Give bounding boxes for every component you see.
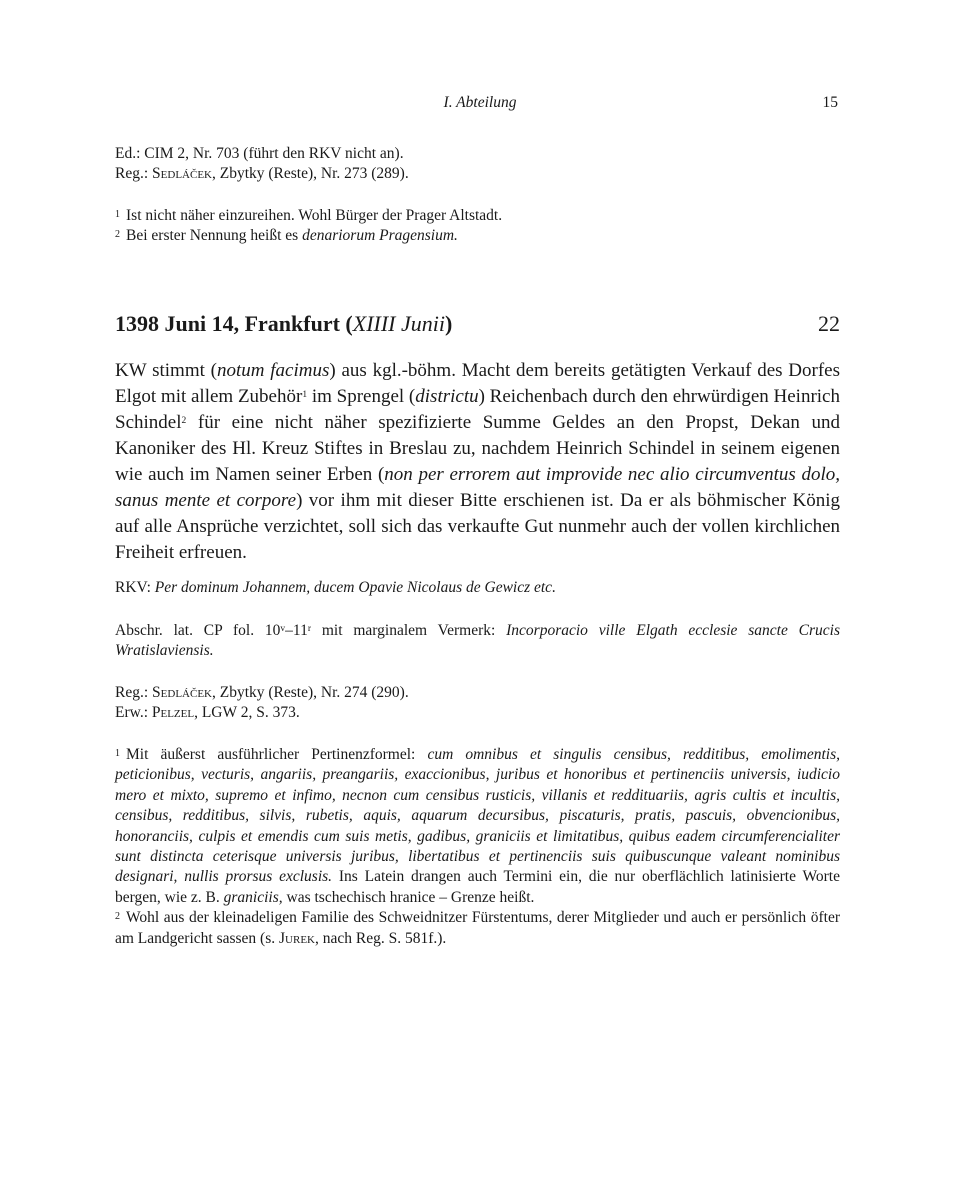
rkv-text: Per dominum Johannem, ducem Opavie Nicolaus de Gewicz etc. bbox=[154, 579, 556, 596]
regest-part: ) vor ihm mit dieser Bitte erschienen ist. Da er als böhmischer König auf alle Ansprüche verzichtet, soll sich das verkaufte Gut nunmehr auch der vollen kirchlichen Freiheit erfreuen. bbox=[115, 490, 840, 563]
erw-line bbox=[115, 703, 840, 723]
footnote-number: 2 bbox=[115, 911, 120, 923]
footnote-latin: cum omnibus et singulis censibus, redditibus, emolimentis, peticionibus, vecturis, angariis, preangariis, exaccionibus, juribus et honoribus et pertinenciis universis, iudicio mero et mixto, supremo et infimo, necnon cum censibus rusticis, villanis et reddituariis, agris cultis et incultis, censibus, redditibus, silvis, rubetis, aquis, aquarum decursibus, piscaturis, pratis, pascuis, obvencionibus, honoranciis, culpis et emendis cum suis metis, gadibus, graniciis et limitatibus, quibus eadem circumferencialiter sunt distincta ceterisque universis juribus, libertatibus et pertinenciis suis quibuscunque valeant nominibus designari, nullis prorsus exclusis. bbox=[115, 746, 840, 886]
erw-prefix: Erw.: bbox=[115, 704, 152, 721]
regest-latin: notum facimus bbox=[216, 360, 330, 381]
footnote-author: Jurek bbox=[279, 929, 315, 947]
regest-latin: non per errorem aut improvide nec alio circumventus dolo, sanus mente et corpore bbox=[115, 464, 840, 511]
running-head: I. Abteilung bbox=[443, 94, 517, 111]
footnote-italic-text: denariorum Pragensium. bbox=[302, 227, 458, 244]
abschrift-text: –11 bbox=[285, 622, 308, 639]
erw-author: Pelzel bbox=[151, 704, 195, 721]
abschrift-note: Incorporacio ville Elgath ecclesie sancte Crucis Wratislaviensis. bbox=[115, 622, 841, 659]
footnote-2 bbox=[115, 908, 840, 949]
regest-latin: districtu bbox=[415, 386, 479, 407]
page-number: 15 bbox=[822, 94, 838, 111]
regest-part: für eine nicht näher spezifizierte Summe Geldes an den Propst, Dekan und Kanoniker des Hl. Kreuz Stiftes in Breslau zu, nachdem Heinrich Schindel in seinem eigenen wie auch im Namen seiner Erben ( bbox=[115, 412, 840, 485]
footnote-text: Wohl aus der kleinadeligen Familie des Schweidnitzer Fürstentums, derer Mitglieder und auch er persönlich öfter am Landgericht sassen (s. bbox=[115, 909, 840, 947]
previous-entry-apparatus bbox=[115, 144, 840, 184]
document-number: 22 bbox=[818, 311, 840, 336]
footnote-text: Bei erster Nennung heißt es bbox=[126, 227, 303, 244]
regest-part: im Sprengel ( bbox=[307, 386, 416, 407]
footnote bbox=[115, 206, 840, 226]
footnote-text: , nach Reg. S. 581f.). bbox=[314, 929, 447, 947]
regest-part: KW stimmt ( bbox=[115, 360, 217, 381]
document-heading bbox=[115, 310, 840, 338]
footnote-text: Ins Latein drangen auch Termini ein, die nur oberflächlich latinisierte Worte bergen, wie z. B. bbox=[115, 868, 840, 906]
abschrift-text: Abschr. lat. CP fol. 10 bbox=[115, 622, 281, 639]
reg-line bbox=[115, 683, 840, 703]
footnote-text: Ist nicht näher einzureihen. Wohl Bürger der Prager Altstadt. bbox=[126, 207, 503, 224]
footnote-text: was tschechisch hranice – Grenze heißt. bbox=[282, 888, 535, 906]
folio-side: v bbox=[280, 624, 286, 634]
footnote-number: 2 bbox=[115, 229, 120, 240]
regest-part: ) aus kgl.-böhm. Macht dem bereits getätigten Verkauf des Dorfes Elgot mit allem Zubehör bbox=[115, 360, 841, 407]
abschrift bbox=[115, 621, 840, 661]
rkv-line bbox=[115, 578, 840, 598]
footnote-number: 1 bbox=[115, 748, 120, 759]
previous-footnotes bbox=[115, 206, 840, 246]
folio-side: r bbox=[307, 624, 312, 634]
reg-author: Sedláček bbox=[152, 684, 212, 701]
footnote-number: 1 bbox=[115, 209, 120, 220]
reg-prefix: Reg.: bbox=[115, 684, 153, 701]
reg-rest: , Zbytky (Reste), Nr. 273 (289). bbox=[211, 165, 409, 182]
regest-text bbox=[115, 358, 840, 566]
footnote-latin: graniciis, bbox=[223, 888, 283, 906]
reg-prefix: Reg.: bbox=[115, 165, 153, 182]
rkv-label: RKV: bbox=[115, 579, 155, 596]
heading-date-text: 1398 Juni 14, Frankfurt ( bbox=[115, 311, 353, 336]
edition-line: Ed.: CIM 2, Nr. 703 (führt den RKV nicht an). bbox=[115, 145, 404, 162]
reg-rest: , Zbytky (Reste), Nr. 274 (290). bbox=[211, 684, 409, 701]
footnotes bbox=[115, 745, 840, 949]
references bbox=[115, 683, 840, 723]
erw-rest: , LGW 2, S. 373. bbox=[194, 704, 300, 721]
heading-italic-date: XIIII Junii bbox=[352, 311, 445, 336]
reg-author: Sedláček bbox=[152, 165, 212, 182]
abschrift-text: mit marginalem Vermerk: bbox=[311, 622, 507, 639]
heading-close: ) bbox=[444, 311, 453, 336]
regest-reference-line bbox=[115, 164, 840, 184]
regest-part: ) Reichenbach durch den ehrwürdigen Heinrich Schindel bbox=[115, 386, 840, 433]
footnote-1 bbox=[115, 745, 840, 908]
document-date bbox=[115, 310, 452, 338]
footnote-ref: 1 bbox=[302, 390, 308, 400]
footnote-text: Mit äußerst ausführlicher Pertinenzformel: bbox=[126, 746, 428, 763]
footnote bbox=[115, 226, 840, 246]
regest bbox=[115, 358, 840, 566]
footnote-ref: 2 bbox=[181, 416, 187, 426]
